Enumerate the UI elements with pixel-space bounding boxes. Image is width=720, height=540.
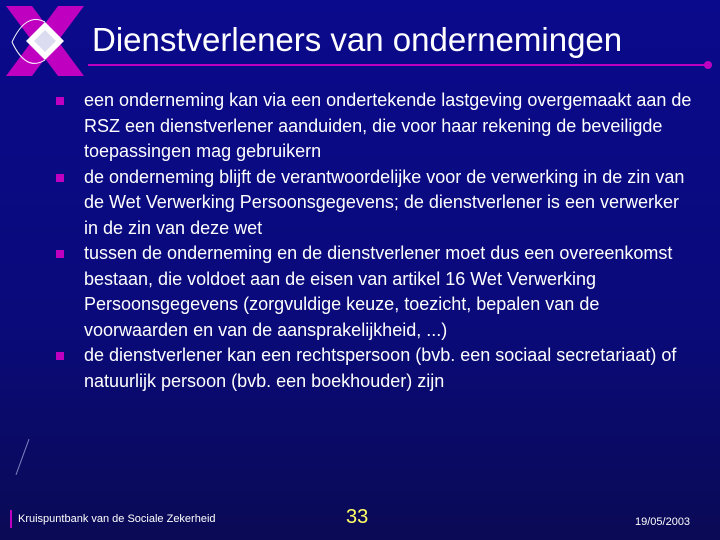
- bullet-text: tussen de onderneming en de dienstverlener moet dus een overeenkomst bestaan, die voldoet aan de eisen van artikel 16 Wet Verwerking Persoonsgegevens (zorgvuldige keuze, toezicht, bepalen van de voorwaarden en van de aansprakelijkheid, ...): [84, 243, 673, 340]
- bullet-text: de onderneming blijft de verantwoordelijke voor de verwerking in de zin van de Wet Verwerking Persoonsgegevens; de dienstverlener is een verwerker in de zin van deze wet: [84, 166, 685, 238]
- bullet-item: [56, 241, 696, 343]
- bullet-item: [56, 343, 696, 394]
- square-bullet-icon: [56, 250, 64, 258]
- page-number: 33: [346, 506, 369, 528]
- bullet-text: een onderneming kan via een ondertekende lastgeving overgemaakt aan de RSZ een dienstverlener aanduiden, die voor haar rekening de beveiligde toepassingen mag gebruikern: [84, 90, 692, 161]
- bullet-list: [56, 88, 696, 394]
- slide-title: Dienstverleners van ondernemingen: [92, 21, 623, 58]
- square-bullet-icon: [56, 174, 64, 182]
- bullet-item: [56, 88, 696, 165]
- bullet-text: de dienstverlener kan een rechtspersoon (bvb. een sociaal secretariaat) of natuurlijk persoon (bvb. een boekhouder) zijn: [84, 345, 677, 391]
- decorative-line: [16, 439, 30, 475]
- square-bullet-icon: [56, 97, 64, 105]
- logo-icon: [2, 2, 88, 80]
- footer-date: 19/05/2003: [635, 516, 691, 528]
- title-underline: [88, 64, 708, 66]
- square-bullet-icon: [56, 352, 64, 360]
- title-underline-dot: [704, 61, 712, 69]
- bullet-item: [56, 165, 696, 242]
- footer-organization: Kruispuntbank van de Sociale Zekerheid: [18, 513, 216, 525]
- footer-accent-bar: [10, 510, 12, 528]
